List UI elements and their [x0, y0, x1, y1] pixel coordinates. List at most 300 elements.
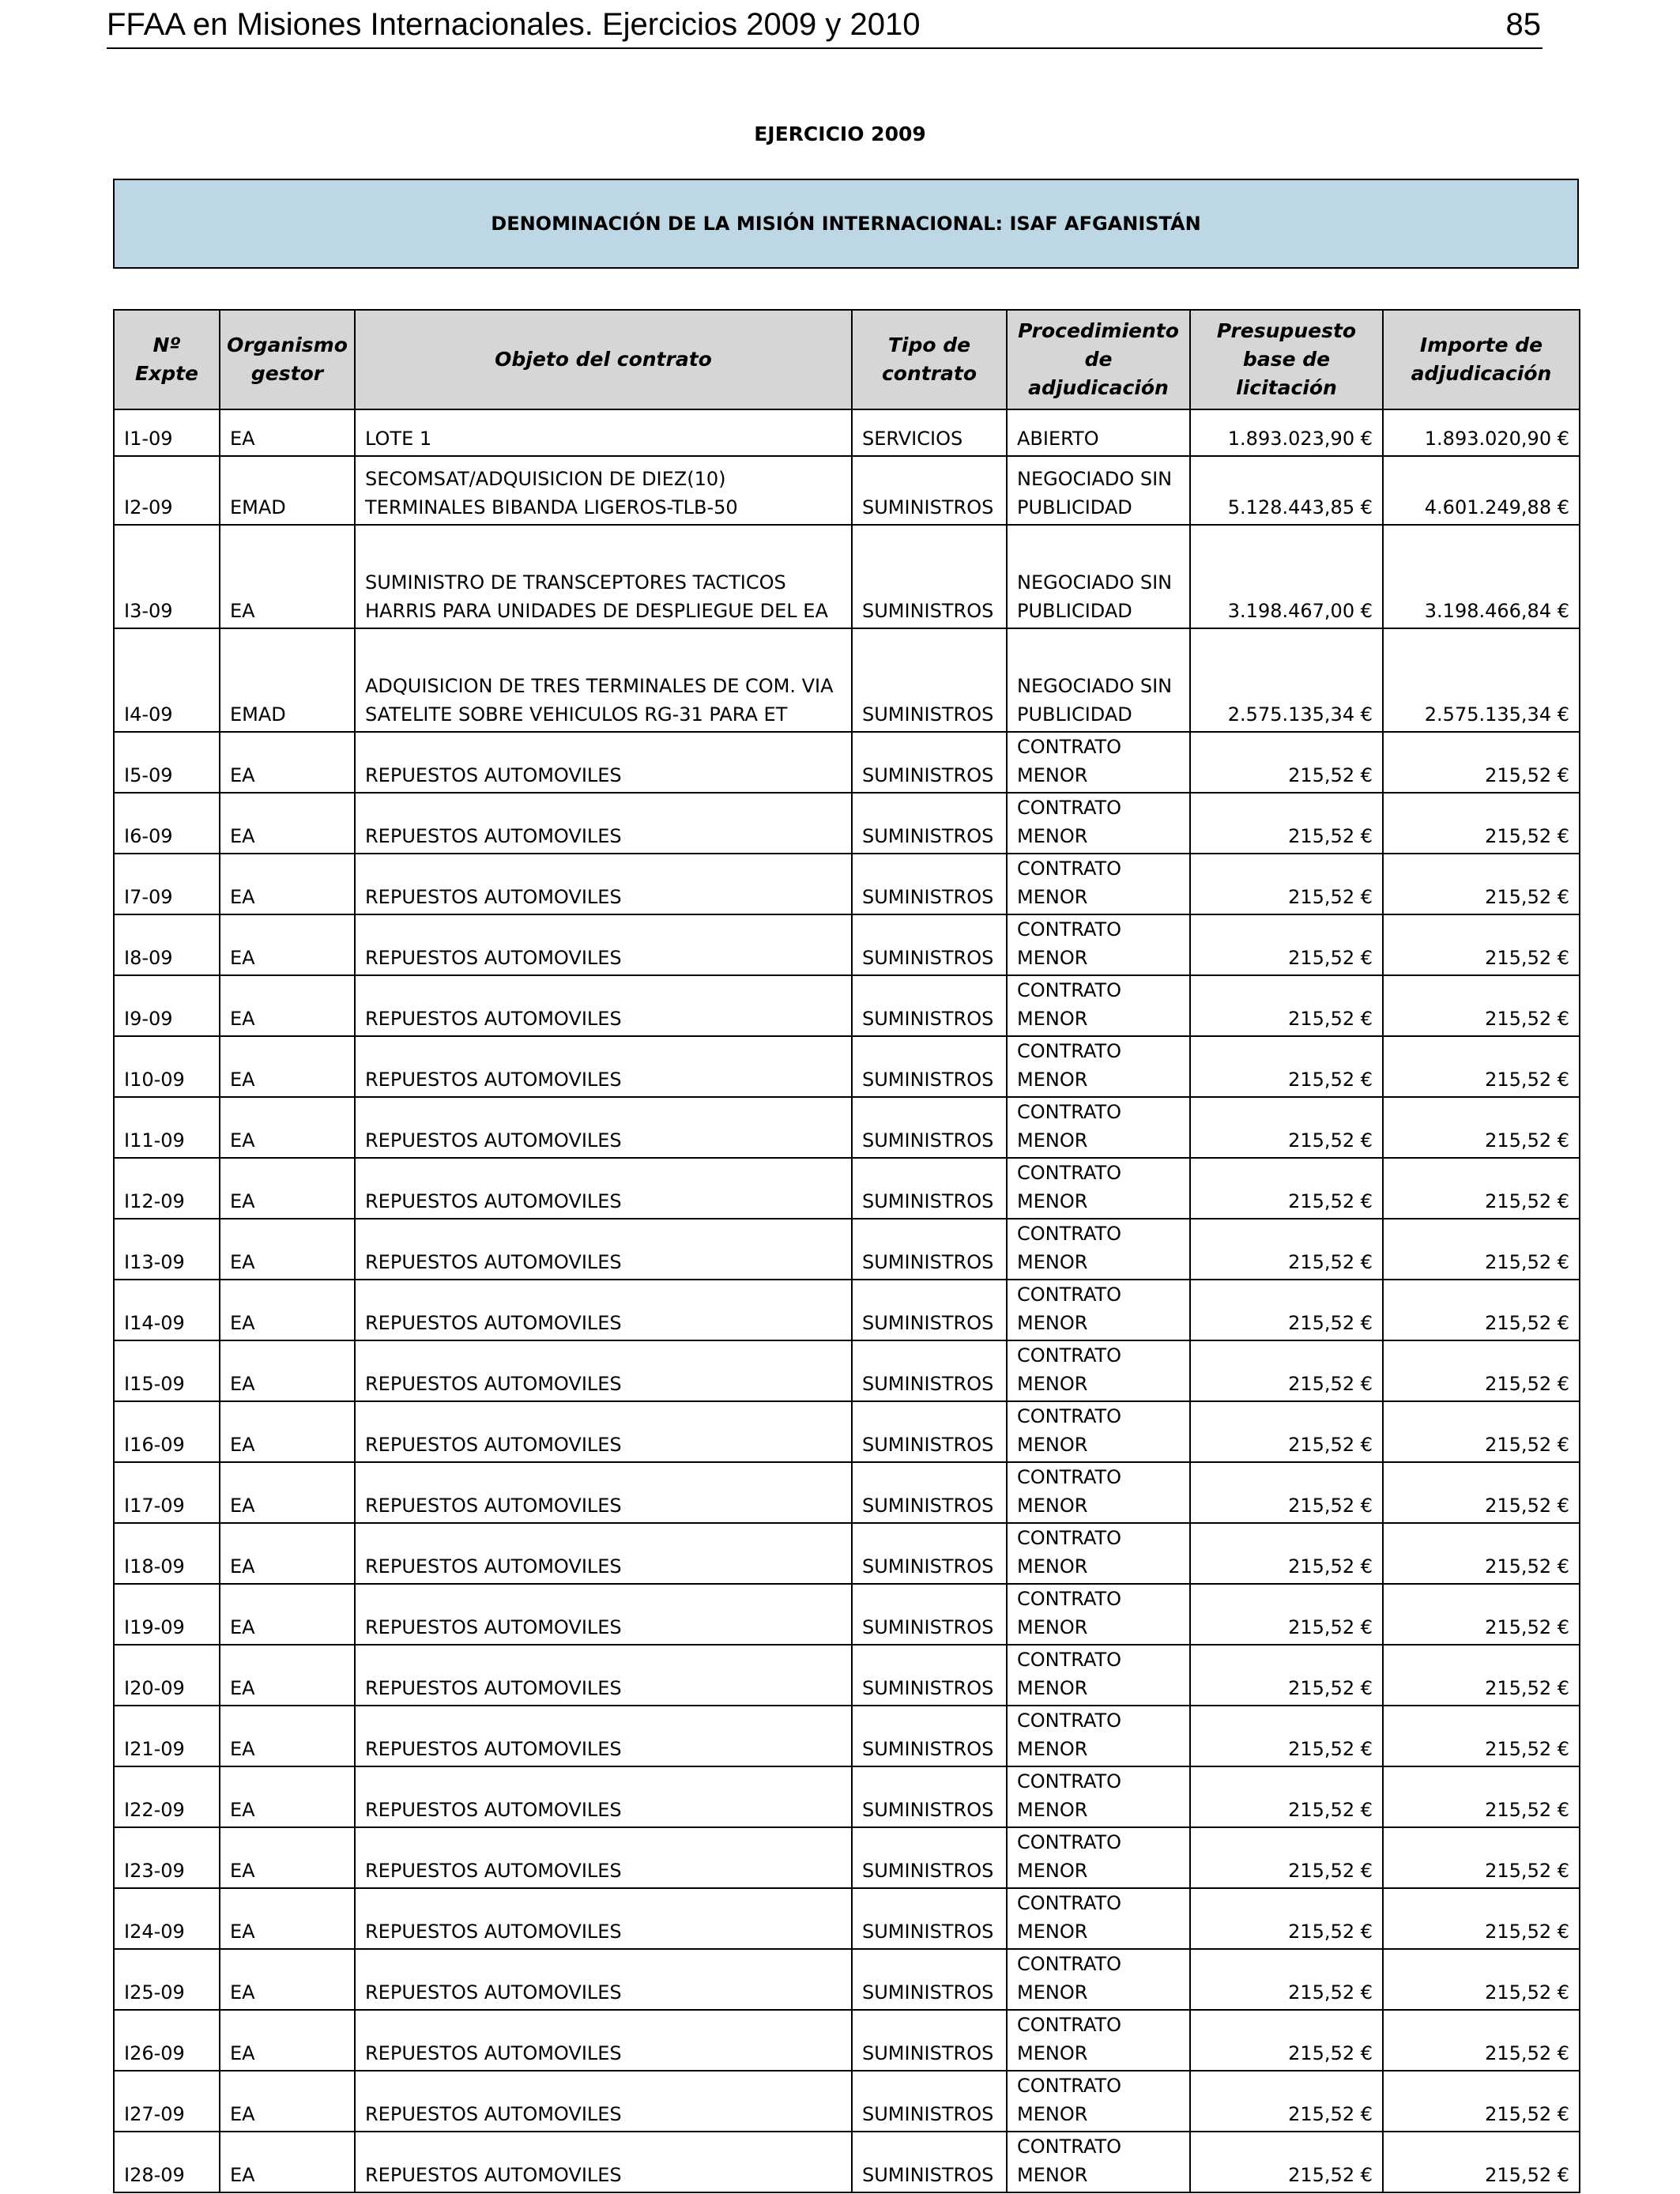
cell-text: SUMINISTROS: [862, 947, 994, 969]
cell-importe: [1383, 1462, 1580, 1523]
cell-text: 215,52 €: [1288, 1312, 1373, 1334]
cell-organismo: [220, 1888, 355, 1949]
cell-objeto: [355, 1523, 852, 1584]
column-header-line: Organismo: [227, 334, 348, 356]
cell-text: REPUESTOS AUTOMOVILES: [365, 1190, 622, 1212]
cell-text: 215,52 €: [1485, 1738, 1569, 1760]
cell-text: 215,52 €: [1288, 1738, 1373, 1760]
cell-procedimiento: [1007, 409, 1190, 456]
cell-organismo: [220, 628, 355, 732]
cell-text: 215,52 €: [1288, 1251, 1373, 1273]
cell-expte: [114, 975, 220, 1036]
cell-procedimiento: [1007, 1645, 1190, 1706]
cell-expte: [114, 1036, 220, 1097]
cell-tipo: [852, 975, 1007, 1036]
contracts-table: [113, 309, 1580, 2193]
cell-text: 215,52 €: [1485, 1434, 1569, 1456]
cell-importe: [1383, 732, 1580, 793]
cell-tipo: [852, 1949, 1007, 2010]
cell-procedimiento: [1007, 2071, 1190, 2132]
cell-expte: [114, 1280, 220, 1340]
cell-text: 215,52 €: [1485, 1312, 1569, 1334]
column-header-importe: [1383, 310, 1580, 409]
cell-text: REPUESTOS AUTOMOVILES: [365, 1555, 622, 1578]
cell-text: 215,52 €: [1485, 1373, 1569, 1395]
cell-text: 1.893.023,90 €: [1227, 428, 1373, 450]
cell-text: SATELITE SOBRE VEHICULOS RG-31 PARA ET: [365, 703, 788, 726]
cell-text: MENOR: [1017, 886, 1088, 908]
column-header-procedimiento: [1007, 310, 1190, 409]
cell-expte: [114, 409, 220, 456]
cell-text: CONTRATO: [1017, 1040, 1122, 1062]
mission-title-box: [113, 179, 1579, 269]
cell-text: SUMINISTROS: [862, 1251, 994, 1273]
cell-text: PUBLICIDAD: [1017, 703, 1132, 726]
cell-text: REPUESTOS AUTOMOVILES: [365, 1738, 622, 1760]
cell-expte: [114, 1888, 220, 1949]
cell-organismo: [220, 525, 355, 628]
cell-text: REPUESTOS AUTOMOVILES: [365, 1495, 622, 1517]
table-row: [114, 409, 1580, 456]
cell-organismo: [220, 2132, 355, 2192]
cell-importe: [1383, 628, 1580, 732]
header-row: [114, 310, 1580, 409]
cell-text: I18-09: [124, 1555, 185, 1578]
document-title: FFAA en Misiones Internacionales. Ejercicios 2009 y 2010: [107, 7, 921, 42]
cell-text: EA: [230, 1555, 255, 1578]
cell-tipo: [852, 1888, 1007, 1949]
cell-text: REPUESTOS AUTOMOVILES: [365, 1008, 622, 1030]
cell-text: EA: [230, 1434, 255, 1456]
cell-text: REPUESTOS AUTOMOVILES: [365, 2042, 622, 2064]
table-row: [114, 1401, 1580, 1462]
table-row: [114, 2010, 1580, 2071]
cell-text: EA: [230, 886, 255, 908]
cell-presupuesto: [1190, 732, 1383, 793]
cell-objeto: [355, 2010, 852, 2071]
cell-text: I16-09: [124, 1434, 185, 1456]
cell-objeto: [355, 1340, 852, 1401]
cell-importe: [1383, 1949, 1580, 2010]
cell-text: EA: [230, 1251, 255, 1273]
cell-objeto: [355, 914, 852, 975]
cell-text: REPUESTOS AUTOMOVILES: [365, 1129, 622, 1152]
cell-organismo: [220, 456, 355, 525]
column-header-tipo: [852, 310, 1007, 409]
table-row: [114, 525, 1580, 628]
cell-text: I28-09: [124, 2164, 185, 2186]
cell-expte: [114, 914, 220, 975]
cell-presupuesto: [1190, 1766, 1383, 1827]
cell-text: MENOR: [1017, 1190, 1088, 1212]
cell-text: EA: [230, 1312, 255, 1334]
cell-importe: [1383, 1401, 1580, 1462]
cell-presupuesto: [1190, 1462, 1383, 1523]
cell-presupuesto: [1190, 1645, 1383, 1706]
cell-text: EA: [230, 2042, 255, 2064]
cell-text: 215,52 €: [1485, 825, 1569, 847]
cell-text: I21-09: [124, 1738, 185, 1760]
cell-importe: [1383, 409, 1580, 456]
column-header-line: Objeto del contrato: [495, 348, 712, 371]
cell-text: 215,52 €: [1485, 1921, 1569, 1943]
cell-expte: [114, 628, 220, 732]
cell-presupuesto: [1190, 1401, 1383, 1462]
cell-importe: [1383, 1706, 1580, 1766]
cell-text: 215,52 €: [1288, 1069, 1373, 1091]
cell-tipo: [852, 1158, 1007, 1219]
column-header-presupuesto: [1190, 310, 1383, 409]
cell-text: CONTRATO: [1017, 1344, 1122, 1367]
cell-text: REPUESTOS AUTOMOVILES: [365, 886, 622, 908]
cell-tipo: [852, 1036, 1007, 1097]
cell-presupuesto: [1190, 1158, 1383, 1219]
cell-tipo: [852, 1280, 1007, 1340]
cell-text: I19-09: [124, 1616, 185, 1638]
cell-text: I3-09: [124, 600, 173, 622]
cell-importe: [1383, 2132, 1580, 2192]
cell-text: REPUESTOS AUTOMOVILES: [365, 2103, 622, 2125]
cell-text: 215,52 €: [1485, 1495, 1569, 1517]
cell-text: TERMINALES BIBANDA LIGEROS-TLB-50: [365, 496, 738, 518]
page-number: 85: [1505, 7, 1541, 42]
cell-tipo: [852, 1219, 1007, 1280]
cell-text: 5.128.443,85 €: [1227, 496, 1373, 518]
cell-expte: [114, 1827, 220, 1888]
cell-expte: [114, 1097, 220, 1158]
cell-text: EA: [230, 1495, 255, 1517]
cell-procedimiento: [1007, 1827, 1190, 1888]
cell-presupuesto: [1190, 793, 1383, 854]
cell-objeto: [355, 525, 852, 628]
cell-objeto: [355, 1706, 852, 1766]
cell-text: SUMINISTROS: [862, 1616, 994, 1638]
cell-tipo: [852, 914, 1007, 975]
cell-text: EA: [230, 1190, 255, 1212]
cell-text: 3.198.466,84 €: [1424, 600, 1569, 622]
cell-objeto: [355, 1584, 852, 1645]
cell-text: SUMINISTROS: [862, 1069, 994, 1091]
cell-text: SUMINISTROS: [862, 1312, 994, 1334]
table-row: [114, 1766, 1580, 1827]
cell-presupuesto: [1190, 1949, 1383, 2010]
column-header-line: gestor: [250, 362, 324, 385]
cell-importe: [1383, 1827, 1580, 1888]
cell-text: 215,52 €: [1485, 1555, 1569, 1578]
table-row: [114, 2071, 1580, 2132]
cell-text: 215,52 €: [1288, 1677, 1373, 1699]
cell-presupuesto: [1190, 1219, 1383, 1280]
cell-objeto: [355, 1158, 852, 1219]
cell-text: CONTRATO: [1017, 1527, 1122, 1549]
cell-objeto: [355, 1949, 852, 2010]
cell-text: REPUESTOS AUTOMOVILES: [365, 1069, 622, 1091]
cell-presupuesto: [1190, 1827, 1383, 1888]
cell-text: CONTRATO: [1017, 797, 1122, 819]
cell-text: 215,52 €: [1485, 2103, 1569, 2125]
mission-title: DENOMINACIÓN DE LA MISIÓN INTERNACIONAL: ISAF AFGANISTÁN: [491, 213, 1201, 235]
cell-expte: [114, 1706, 220, 1766]
cell-presupuesto: [1190, 1036, 1383, 1097]
cell-presupuesto: [1190, 1340, 1383, 1401]
table-row: [114, 1097, 1580, 1158]
cell-text: EMAD: [230, 496, 286, 518]
cell-text: EA: [230, 1373, 255, 1395]
cell-organismo: [220, 1280, 355, 1340]
cell-objeto: [355, 628, 852, 732]
cell-text: MENOR: [1017, 1069, 1088, 1091]
cell-procedimiento: [1007, 914, 1190, 975]
cell-text: 215,52 €: [1485, 1190, 1569, 1212]
cell-text: SUMINISTROS: [862, 1799, 994, 1821]
cell-procedimiento: [1007, 1036, 1190, 1097]
cell-objeto: [355, 456, 852, 525]
column-header-line: de adjudicación: [1028, 348, 1169, 399]
cell-text: 215,52 €: [1288, 1008, 1373, 1030]
cell-text: 215,52 €: [1485, 1129, 1569, 1152]
cell-organismo: [220, 409, 355, 456]
cell-text: CONTRATO: [1017, 1649, 1122, 1671]
cell-text: EA: [230, 600, 255, 622]
cell-text: CONTRATO: [1017, 1953, 1122, 1975]
cell-text: SUMINISTROS: [862, 1129, 994, 1152]
cell-objeto: [355, 1766, 852, 1827]
cell-organismo: [220, 1706, 355, 1766]
cell-presupuesto: [1190, 1280, 1383, 1340]
cell-text: 215,52 €: [1288, 886, 1373, 908]
cell-presupuesto: [1190, 1523, 1383, 1584]
table-row: [114, 1584, 1580, 1645]
cell-importe: [1383, 793, 1580, 854]
cell-text: I26-09: [124, 2042, 185, 2064]
cell-text: 215,52 €: [1288, 1190, 1373, 1212]
cell-text: MENOR: [1017, 1799, 1088, 1821]
cell-organismo: [220, 1036, 355, 1097]
cell-procedimiento: [1007, 854, 1190, 914]
cell-text: ABIERTO: [1017, 428, 1099, 450]
cell-organismo: [220, 793, 355, 854]
cell-text: 215,52 €: [1288, 2042, 1373, 2064]
cell-text: I1-09: [124, 428, 173, 450]
cell-text: SUMINISTROS: [862, 1555, 994, 1578]
cell-expte: [114, 854, 220, 914]
cell-text: 3.198.467,00 €: [1227, 600, 1373, 622]
cell-objeto: [355, 854, 852, 914]
cell-objeto: [355, 1645, 852, 1706]
cell-tipo: [852, 1340, 1007, 1401]
cell-text: EMAD: [230, 703, 286, 726]
cell-tipo: [852, 456, 1007, 525]
cell-tipo: [852, 1827, 1007, 1888]
cell-text: REPUESTOS AUTOMOVILES: [365, 1616, 622, 1638]
cell-text: I7-09: [124, 886, 173, 908]
cell-text: 215,52 €: [1485, 1981, 1569, 2004]
cell-tipo: [852, 1097, 1007, 1158]
cell-text: I4-09: [124, 703, 173, 726]
cell-text: CONTRATO: [1017, 979, 1122, 1001]
table-row: [114, 1219, 1580, 1280]
cell-expte: [114, 1401, 220, 1462]
cell-text: 215,52 €: [1485, 1799, 1569, 1821]
cell-text: CONTRATO: [1017, 736, 1122, 758]
cell-text: 215,52 €: [1288, 1981, 1373, 2004]
cell-presupuesto: [1190, 854, 1383, 914]
cell-text: MENOR: [1017, 1677, 1088, 1699]
cell-objeto: [355, 1036, 852, 1097]
table-row: [114, 854, 1580, 914]
cell-text: REPUESTOS AUTOMOVILES: [365, 947, 622, 969]
cell-tipo: [852, 1523, 1007, 1584]
cell-text: PUBLICIDAD: [1017, 496, 1132, 518]
cell-objeto: [355, 1219, 852, 1280]
cell-text: 215,52 €: [1485, 886, 1569, 908]
cell-text: EA: [230, 2103, 255, 2125]
cell-expte: [114, 793, 220, 854]
cell-organismo: [220, 1827, 355, 1888]
cell-procedimiento: [1007, 1219, 1190, 1280]
table-row: [114, 1036, 1580, 1097]
cell-text: REPUESTOS AUTOMOVILES: [365, 1434, 622, 1456]
cell-organismo: [220, 1401, 355, 1462]
cell-text: MENOR: [1017, 825, 1088, 847]
cell-presupuesto: [1190, 1888, 1383, 1949]
cell-text: MENOR: [1017, 1008, 1088, 1030]
cell-importe: [1383, 854, 1580, 914]
cell-text: EA: [230, 764, 255, 786]
table-row: [114, 1523, 1580, 1584]
column-header-line: Importe de: [1419, 334, 1543, 356]
cell-tipo: [852, 2071, 1007, 2132]
cell-objeto: [355, 2071, 852, 2132]
table-row: [114, 975, 1580, 1036]
table-row: [114, 2132, 1580, 2192]
cell-objeto: [355, 1462, 852, 1523]
cell-text: EA: [230, 1129, 255, 1152]
cell-text: MENOR: [1017, 1495, 1088, 1517]
cell-text: NEGOCIADO SIN: [1017, 675, 1173, 697]
cell-presupuesto: [1190, 914, 1383, 975]
table-body: [114, 409, 1580, 2192]
cell-text: MENOR: [1017, 1373, 1088, 1395]
cell-procedimiento: [1007, 2132, 1190, 2192]
cell-procedimiento: [1007, 1766, 1190, 1827]
cell-text: EA: [230, 428, 255, 450]
cell-text: 215,52 €: [1485, 1616, 1569, 1638]
cell-procedimiento: [1007, 793, 1190, 854]
cell-text: EA: [230, 1069, 255, 1091]
cell-organismo: [220, 1766, 355, 1827]
cell-text: NEGOCIADO SIN: [1017, 468, 1173, 490]
cell-text: I5-09: [124, 764, 173, 786]
cell-organismo: [220, 914, 355, 975]
cell-text: 215,52 €: [1288, 764, 1373, 786]
cell-text: CONTRATO: [1017, 1284, 1122, 1306]
cell-text: MENOR: [1017, 1860, 1088, 1882]
cell-importe: [1383, 1888, 1580, 1949]
cell-text: PUBLICIDAD: [1017, 600, 1132, 622]
cell-objeto: [355, 1888, 852, 1949]
cell-text: EA: [230, 947, 255, 969]
cell-objeto: [355, 793, 852, 854]
cell-text: ADQUISICION DE TRES TERMINALES DE COM. VIA: [365, 675, 834, 697]
cell-text: NEGOCIADO SIN: [1017, 571, 1173, 594]
cell-text: CONTRATO: [1017, 858, 1122, 880]
cell-text: EA: [230, 1860, 255, 1882]
cell-objeto: [355, 2132, 852, 2192]
cell-expte: [114, 732, 220, 793]
cell-text: I27-09: [124, 2103, 185, 2125]
cell-text: I10-09: [124, 1069, 185, 1091]
cell-text: REPUESTOS AUTOMOVILES: [365, 1799, 622, 1821]
cell-organismo: [220, 1523, 355, 1584]
cell-text: I2-09: [124, 496, 173, 518]
cell-text: SUMINISTROS: [862, 1738, 994, 1760]
cell-tipo: [852, 732, 1007, 793]
cell-tipo: [852, 1401, 1007, 1462]
cell-importe: [1383, 914, 1580, 975]
cell-text: 215,52 €: [1485, 1860, 1569, 1882]
cell-text: MENOR: [1017, 1981, 1088, 2004]
cell-text: 215,52 €: [1288, 1921, 1373, 1943]
cell-text: MENOR: [1017, 764, 1088, 786]
cell-text: SUMINISTROS: [862, 1921, 994, 1943]
cell-text: 2.575.135,34 €: [1424, 703, 1569, 726]
running-header: [107, 3, 1543, 49]
cell-text: SUMINISTROS: [862, 1008, 994, 1030]
table-row: [114, 1706, 1580, 1766]
cell-text: REPUESTOS AUTOMOVILES: [365, 1860, 622, 1882]
cell-presupuesto: [1190, 2132, 1383, 2192]
cell-importe: [1383, 1097, 1580, 1158]
cell-text: SUMINISTROS: [862, 703, 994, 726]
cell-text: 215,52 €: [1485, 947, 1569, 969]
cell-text: CONTRATO: [1017, 918, 1122, 941]
cell-expte: [114, 1158, 220, 1219]
table-row: [114, 793, 1580, 854]
cell-text: EA: [230, 1799, 255, 1821]
cell-organismo: [220, 1340, 355, 1401]
cell-organismo: [220, 1158, 355, 1219]
cell-importe: [1383, 2010, 1580, 2071]
cell-text: MENOR: [1017, 1616, 1088, 1638]
cell-presupuesto: [1190, 1706, 1383, 1766]
cell-procedimiento: [1007, 1949, 1190, 2010]
table-header: [114, 310, 1580, 409]
cell-text: I13-09: [124, 1251, 185, 1273]
cell-text: 215,52 €: [1288, 825, 1373, 847]
cell-text: MENOR: [1017, 1251, 1088, 1273]
cell-text: EA: [230, 2164, 255, 2186]
cell-text: EA: [230, 1677, 255, 1699]
cell-text: CONTRATO: [1017, 1770, 1122, 1793]
cell-importe: [1383, 1645, 1580, 1706]
cell-tipo: [852, 1462, 1007, 1523]
cell-expte: [114, 1584, 220, 1645]
cell-text: SUMINISTROS: [862, 1434, 994, 1456]
cell-expte: [114, 1766, 220, 1827]
cell-text: I24-09: [124, 1921, 185, 1943]
cell-text: CONTRATO: [1017, 2075, 1122, 2097]
cell-text: 215,52 €: [1288, 1495, 1373, 1517]
cell-text: I9-09: [124, 1008, 173, 1030]
cell-procedimiento: [1007, 1280, 1190, 1340]
cell-expte: [114, 2071, 220, 2132]
cell-text: CONTRATO: [1017, 1466, 1122, 1488]
cell-tipo: [852, 525, 1007, 628]
cell-organismo: [220, 854, 355, 914]
cell-text: SUMINISTROS: [862, 1495, 994, 1517]
cell-text: EA: [230, 1738, 255, 1760]
